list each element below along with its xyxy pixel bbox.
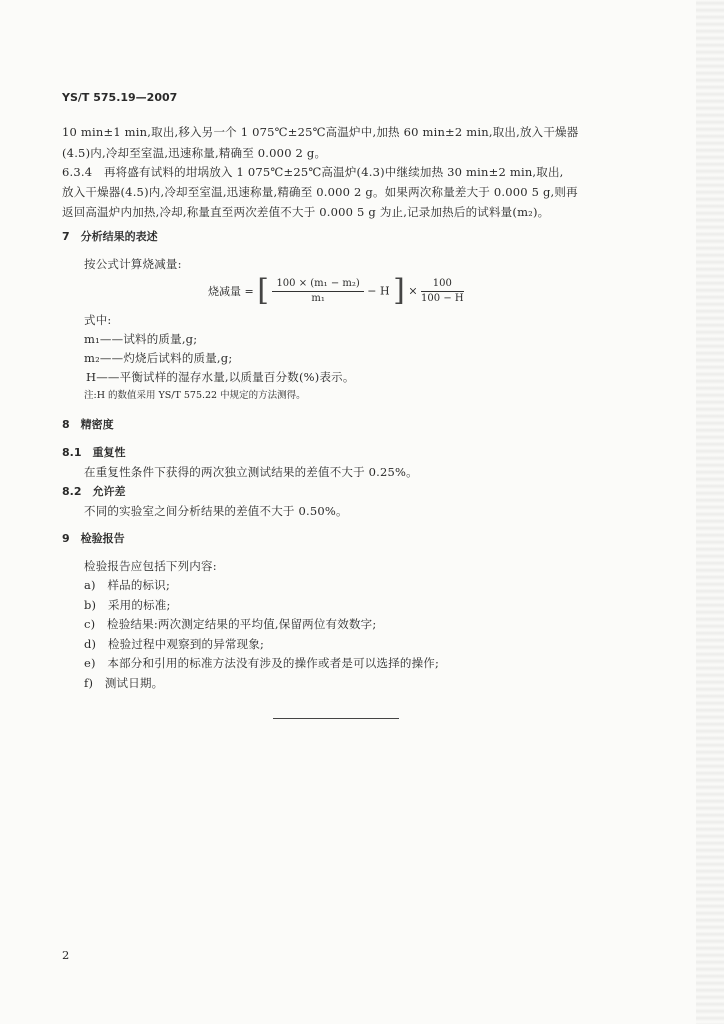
formula-where-label: 式中:: [84, 313, 112, 327]
formula-definition: m₁——试料的质量,g;: [84, 332, 198, 346]
paragraph-line: 放入干燥器(4.5)内,冷却至室温,迅速称量,精确至 0.000 2 g。如果两次称量差大于 0.000 5 g,则再: [62, 185, 578, 199]
report-item: c) 检验结果:两次测定结果的平均值,保留两位有效数字;: [84, 617, 377, 631]
paragraph-line: 6.3.4 再将盛有试料的坩埚放入 1 075℃±25℃高温炉(4.3)中继续加热 30 min±2 min,取出,: [62, 165, 564, 179]
formula-fraction-1: [272, 277, 363, 306]
section-9-title: 9 检验报告: [62, 532, 125, 545]
paragraph-line: 10 min±1 min,取出,移入另一个 1 075℃±25℃高温炉中,加热 60 min±2 min,取出,放入干燥器: [62, 125, 579, 139]
report-item: a) 样品的标识;: [84, 578, 171, 592]
report-item: f) 测试日期。: [84, 676, 164, 690]
formula-times: ×: [408, 284, 418, 298]
section-8-2-text: 不同的实验室之间分析结果的差值不大于 0.50%。: [84, 504, 348, 518]
scan-edge-shadow: [696, 0, 724, 1024]
page-number: 2: [62, 948, 70, 962]
formula-left-bracket: [: [257, 273, 269, 308]
section-8-2-title: 8.2 允许差: [62, 485, 126, 498]
section-7-note: 注:H 的数值采用 YS/T 575.22 中规定的方法测得。: [84, 390, 306, 401]
section-8-title: 8 精密度: [62, 418, 114, 431]
formula-definition: m₂——灼烧后试料的质量,g;: [84, 351, 233, 365]
section-8-1-title: 8.1 重复性: [62, 446, 126, 459]
report-item: e) 本部分和引用的标准方法没有涉及的操作或者是可以选择的操作;: [84, 656, 440, 670]
formula-numerator-1: 100 × (m₁ − m₂): [272, 277, 363, 292]
end-of-document-rule: [273, 718, 399, 719]
formula-numerator-2: 100: [421, 277, 464, 292]
section-7-title: 7 分析结果的表述: [62, 230, 158, 243]
formula-minus-h: − H: [367, 284, 390, 298]
section-8-1-text: 在重复性条件下获得的两次独立测试结果的差值不大于 0.25%。: [84, 465, 418, 479]
formula-right-bracket: ]: [393, 273, 405, 308]
report-item: d) 检验过程中观察到的异常现象;: [84, 637, 265, 651]
paragraph-line: (4.5)内,冷却至室温,迅速称量,精确至 0.000 2 g。: [62, 146, 327, 160]
loss-on-ignition-formula: [208, 273, 464, 308]
section-7-intro: 按公式计算烧减量:: [84, 257, 182, 271]
standard-id-header: YS/T 575.19—2007: [62, 91, 178, 104]
formula-definition: H——平衡试样的湿存水量,以质量百分数(%)表示。: [86, 370, 355, 384]
formula-denominator-1: m₁: [311, 292, 325, 304]
report-item: b) 采用的标准;: [84, 598, 171, 612]
formula-lhs: 烧减量 =: [208, 285, 254, 298]
section-9-intro: 检验报告应包括下列内容:: [84, 559, 217, 573]
formula-denominator-2: 100 − H: [421, 292, 464, 304]
paragraph-line: 返回高温炉内加热,冷却,称量直至两次差值不大于 0.000 5 g 为止,记录加热后的试料量(m₂)。: [62, 205, 550, 219]
formula-fraction-2: [421, 277, 464, 306]
